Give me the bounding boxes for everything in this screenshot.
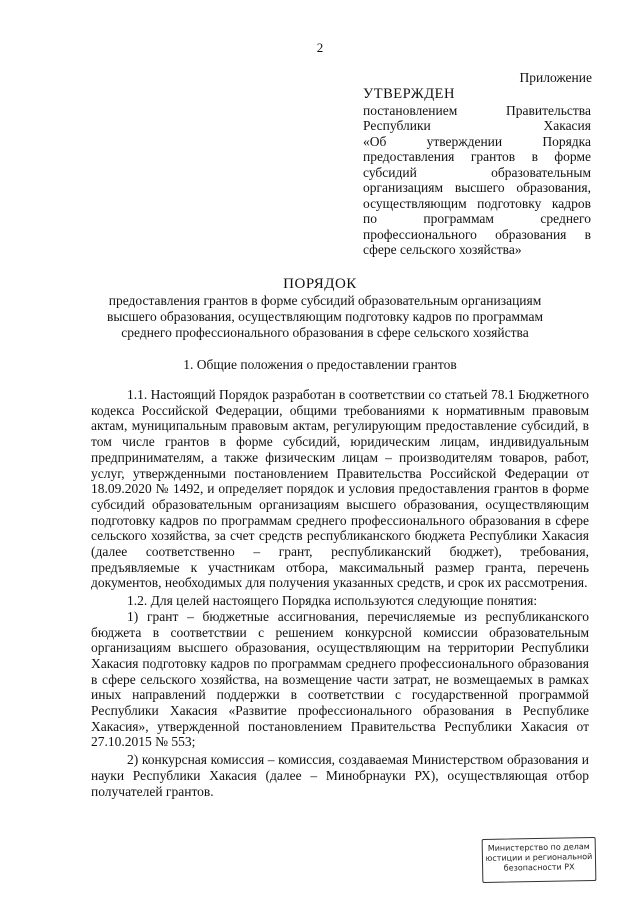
paragraph: 2) конкурсная комиссия – комиссия, создаваемая Министерством образования и науки Республики Хакасия (далее – Минобрнауки РХ), осуществляющая отбор получателей грантов. <box>91 752 589 799</box>
paragraph: 1.1. Настоящий Порядок разработан в соответствии со статьей 78.1 Бюджетного кодекса Российской Федерации, общими требованиями к нормативным правовым актам, муниципальным правовым актам, регулирующим предоставление субсидий, в том числе грантов в форме субсидий, юридическим лицам, индивидуальным предпринимателям, а также физическим лицам – производителям товаров, работ, услуг, утвержденными постановлением Правительства Российской Федерации от 18.09.2020 № 1492, и определяет порядок и условия предоставления грантов в форме субсидий образовательным организациям высшего образования, осуществляющим подготовку кадров по программам среднего профессионального образования в сфере сельского хозяйства, за счет средств республиканского бюджета Республики Хакасия (далее соответственно – грант, республиканский бюджет), требования, предъявляемые к участникам отбора, максимальный размер гранта, перечень документов, необходимых для получения указанных средств, и срок их рассмотрения. <box>91 387 589 591</box>
section-heading: 1. Общие положения о предоставлении грантов <box>183 357 457 372</box>
document-title: ПОРЯДОК <box>283 276 357 292</box>
approval-line: профессионального образования в <box>363 226 591 242</box>
approval-line: субсидий образовательным <box>363 164 591 180</box>
approval-line: предоставления грантов в форме <box>363 149 591 164</box>
document-subtitle: предоставления грантов в форме субсидий образовательным организациям высшего образования, осуществляющим подготовку кадров по программам среднего профессионального образования в сфере сельского хозяйства <box>106 293 544 340</box>
approval-line: постановлением Правительства <box>363 102 591 118</box>
stamp-line: безопасности РХ <box>503 862 575 873</box>
page-number: 2 <box>316 40 324 55</box>
approval-title: УТВЕРЖДЕН <box>363 86 455 102</box>
paragraph: 1.2. Для целей настоящего Порядка используются следующие понятия: <box>127 593 538 609</box>
approval-line: организациям высшего образования, <box>363 180 591 195</box>
stamp-line: Министерство по делам <box>487 842 590 853</box>
approval-block <box>363 87 591 258</box>
document-body <box>91 387 589 801</box>
approval-line: сфере сельского хозяйства» <box>363 242 522 257</box>
approval-line: по программам среднего <box>363 211 591 226</box>
approval-line: осуществляющим подготовку кадров <box>363 195 591 211</box>
stamp-line: юстиции и региональной <box>485 852 593 863</box>
paragraph: 1) грант – бюджетные ассигнования, перечисляемые из республиканского бюджета в соответствии с решением конкурсной комиссии образовательным организациям высшего образования, осуществляющим на территории Республики Хакасия подготовку кадров по программам среднего профессионального образования в сфере сельского хозяйства, на возмещение части затрат, не возмещаемых в рамках иных направлений поддержки в соответствии с государственной программой Республики Хакасия «Развитие профессионального образования в Республике Хакасия», утвержденной постановлением Правительства Республики Хакасия от 27.10.2015 № 553; <box>91 608 589 750</box>
approval-line: Республики Хакасия <box>363 118 591 133</box>
appendix-label: Приложение <box>519 70 592 85</box>
approval-line: «Об утверждении Порядка <box>363 133 591 149</box>
registration-stamp <box>482 837 597 883</box>
